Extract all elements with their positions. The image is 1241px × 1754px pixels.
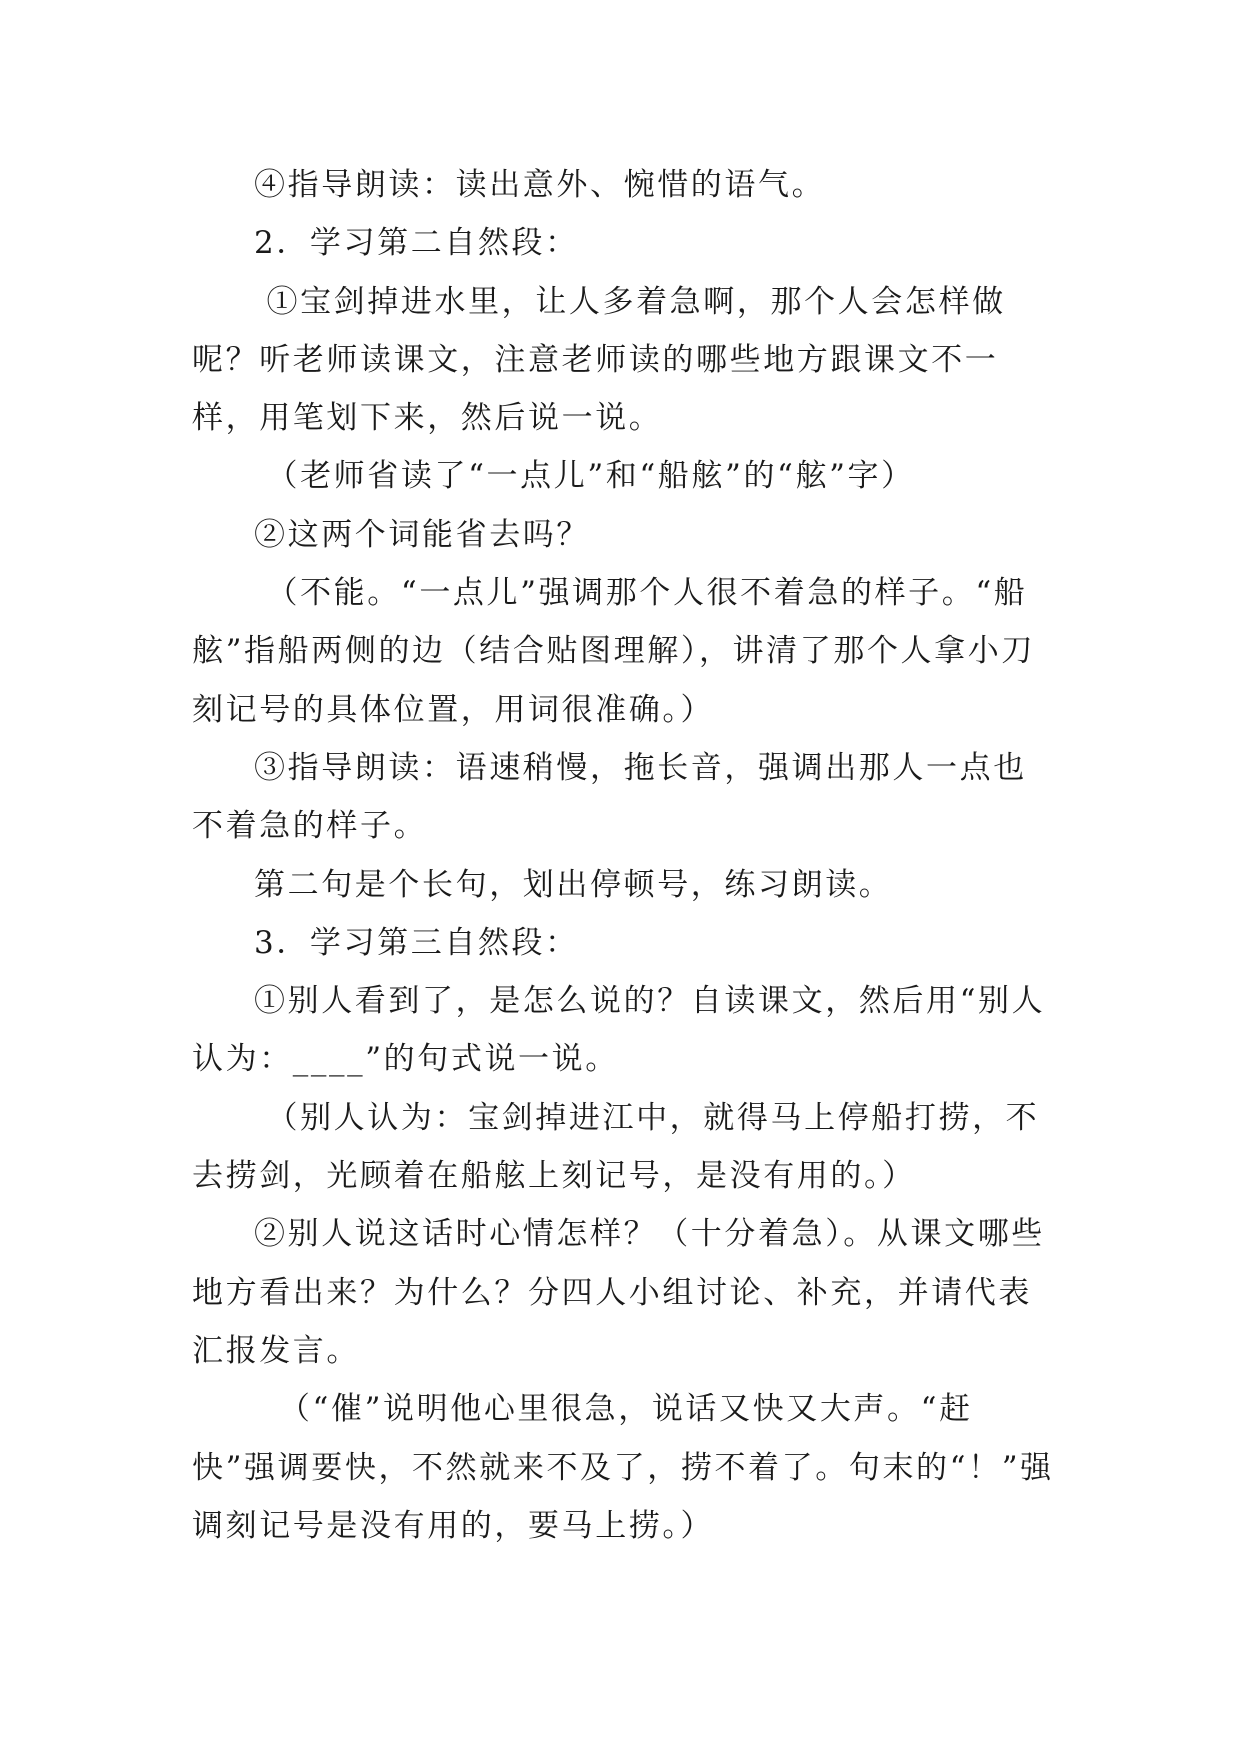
paragraph: （不能。“一点儿”强调那个人很不着急的样子。“船舷”指船两侧的边（结合贴图理解），讲清了那个人拿小刀刻记号的具体位置，用词很准确。） <box>192 575 1035 728</box>
paragraph: ②别人说这话时心情怎样？（十分着急）。从课文哪些地方看出来？为什么？分四人小组讨论、补充，并请代表汇报发言。 <box>192 1216 1045 1369</box>
section-heading: 2．学习第二自然段： <box>254 225 579 262</box>
paragraph: （“催”说明他心里很急，说话又快又大声。“赶快”强调要快，不然就来不及了，捞不着了。句末的“！”强调刻记号是没有用的，要马上捞。） <box>192 1391 1054 1544</box>
paragraph: ①宝剑掉进水里，让人多着急啊，那个人会怎样做呢？听老师读课文，注意老师读的哪些地方跟课文不一样，用笔划下来，然后说一说。 <box>192 283 1006 437</box>
paragraph: ④指导朗读：读出意外、惋惜的语气。 <box>254 167 826 203</box>
document-body <box>192 156 1054 1555</box>
paragraph: ②这两个词能省去吗？ <box>254 516 590 553</box>
paragraph: ③指导朗读：语速稍慢，拖长音，强调出那人一点也不着急的样子。 <box>192 749 1027 845</box>
paragraph: （老师省读了“一点儿”和“船舷”的“舷”字） <box>254 458 915 495</box>
paragraph: ①别人看到了，是怎么说的？自读课文，然后用“别人认为：____”的句式说一说。 <box>192 983 1046 1078</box>
paragraph: （别人认为：宝剑掉进江中，就得马上停船打捞，不去捞剑，光顾着在船舷上刻记号，是没有用的。） <box>192 1099 1040 1195</box>
paragraph: 第二句是个长句，划出停顿号，练习朗读。 <box>254 866 893 903</box>
section-heading: 3．学习第三自然段： <box>254 924 579 961</box>
